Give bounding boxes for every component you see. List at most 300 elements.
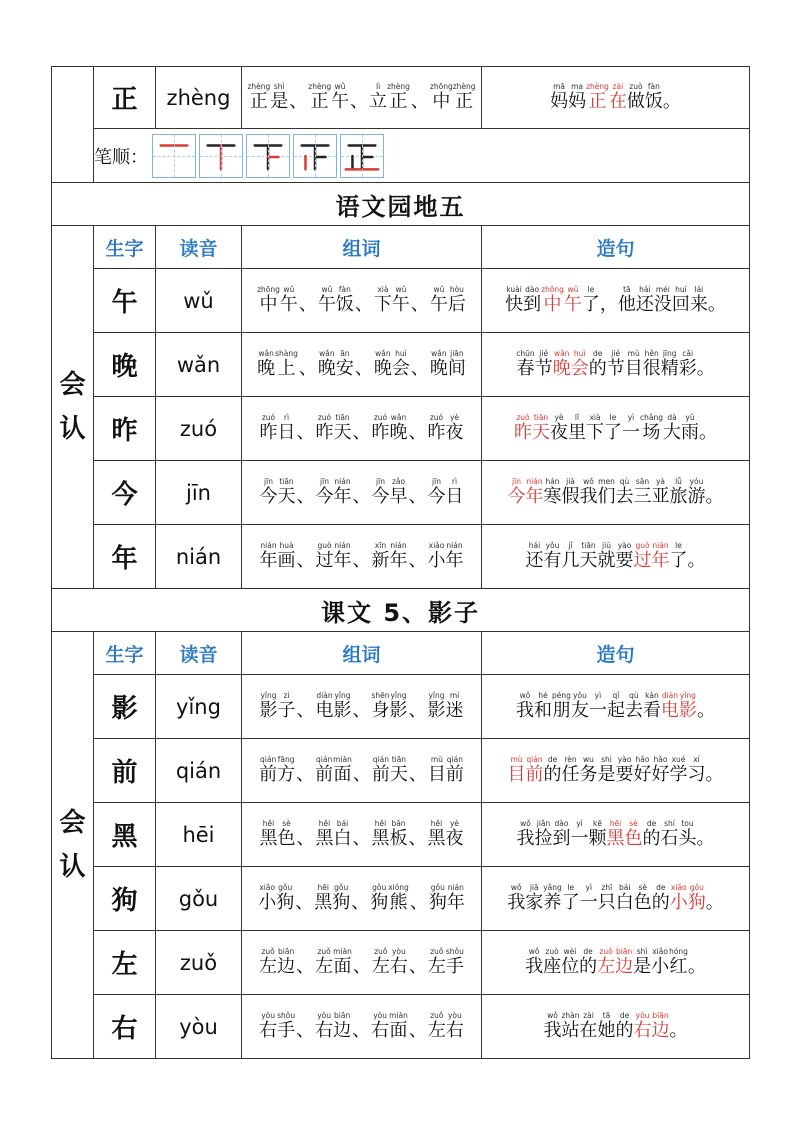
word-item xyxy=(371,692,407,722)
stroke-step-glyph xyxy=(294,135,336,177)
word-item xyxy=(315,948,352,978)
pinyin-annotation: nián xyxy=(651,540,670,550)
pinyin-annotation: hēi xyxy=(606,818,625,828)
pinyin-annotation: men xyxy=(597,476,616,486)
word-item xyxy=(374,286,410,316)
word-item xyxy=(369,83,410,113)
pinyin-annotation: yòu xyxy=(259,1010,278,1020)
pinyin-annotation: gǒu xyxy=(370,882,389,892)
pinyin-annotation: diàn xyxy=(660,690,679,700)
pinyin-annotation: qián xyxy=(371,754,390,764)
pinyin-annotation: mā xyxy=(550,81,569,91)
pinyin-annotation: qián xyxy=(259,754,278,764)
character-cell: 影 xyxy=(94,675,156,739)
pinyin-annotation: zuǒ xyxy=(427,1010,446,1020)
word-separator: 、 xyxy=(352,1019,371,1041)
header-row xyxy=(52,632,750,675)
example-sentence xyxy=(482,478,749,508)
pinyin-annotation: yǔ xyxy=(681,412,699,422)
pinyin-annotation: kuài xyxy=(505,284,524,294)
hanzi-with-pinyin: 小xiǎo xyxy=(258,882,277,913)
hanzi-with-pinyin: 我wǒ xyxy=(525,946,544,977)
pinyin-annotation: zhàn xyxy=(561,1010,580,1020)
hanzi-with-pinyin: 做zuò xyxy=(626,81,645,112)
pinyin-annotation: tiān xyxy=(333,412,352,422)
pinyin-annotation: gǒu xyxy=(276,882,295,892)
pinyin-annotation: le xyxy=(581,284,600,294)
pinyin-annotation: huà xyxy=(277,540,296,550)
hanzi-with-pinyin: 左zuǒ xyxy=(371,946,390,977)
section-title-row xyxy=(52,589,750,632)
hanzi-with-pinyin: 头tou xyxy=(678,818,697,849)
pinyin-annotation: lái xyxy=(689,284,708,294)
pinyin-annotation: shì xyxy=(597,754,616,764)
word-item xyxy=(428,756,464,786)
pinyin-annotation: shì xyxy=(633,946,652,956)
word-item xyxy=(430,286,466,316)
pinyin-annotation: qián xyxy=(445,754,464,764)
word-separator: 、 xyxy=(408,699,427,721)
pinyin-annotation: shǒu xyxy=(445,946,464,956)
hanzi-with-pinyin: 昨zuó xyxy=(259,412,278,443)
pinyin-annotation: yǐng xyxy=(389,690,408,700)
pinyin-annotation: nián xyxy=(445,540,464,550)
pinyin-cell: nián xyxy=(156,525,242,589)
pinyin-annotation: dào xyxy=(552,818,571,828)
hanzi-with-pinyin: 电diàn xyxy=(315,690,334,721)
word-separator: 、 xyxy=(296,827,315,849)
words-cell xyxy=(242,461,482,525)
punctuation: ， xyxy=(599,293,618,315)
stroke-step-glyph xyxy=(247,135,289,177)
hanzi-with-pinyin: 妈mā xyxy=(550,81,569,112)
sentence-cell xyxy=(482,867,750,931)
pinyin-annotation: shēn xyxy=(371,690,390,700)
hanzi-with-pinyin: 我wǒ xyxy=(516,690,535,721)
hanzi-with-pinyin: 午wǔ xyxy=(391,284,410,315)
hanzi-with-pinyin: 左zuǒ xyxy=(259,946,278,977)
pinyin-annotation: kē xyxy=(588,818,607,828)
hanzi-with-pinyin: 黑hēi xyxy=(371,818,390,849)
hanzi-with-pinyin: 今jīn xyxy=(427,476,446,507)
hanzi-with-pinyin: 天tiān xyxy=(579,540,598,571)
pinyin-annotation: xià xyxy=(373,284,392,294)
character-row xyxy=(52,67,750,129)
word-separator: 、 xyxy=(352,421,371,443)
hanzi-with-pinyin: 年nián xyxy=(446,882,465,913)
character-row xyxy=(52,525,750,589)
hanzi-with-pinyin: 没méi xyxy=(653,284,672,315)
word-list xyxy=(242,820,481,850)
hanzi-with-pinyin: 旅lǚ xyxy=(669,476,688,507)
word-separator: 、 xyxy=(295,891,314,913)
word-item xyxy=(314,884,350,914)
pinyin-annotation: fàn xyxy=(644,81,663,91)
pinyin-annotation: zuó xyxy=(371,412,390,422)
highlighted-word: 中zhōng xyxy=(541,284,564,315)
hanzi-with-pinyin: 目mù xyxy=(427,754,446,785)
character-row xyxy=(52,675,750,739)
pinyin-annotation: hǎo xyxy=(633,754,652,764)
pinyin-annotation: xiǎo xyxy=(427,540,446,550)
header-char: 生字 xyxy=(94,226,156,269)
hanzi-with-pinyin: 位wèi xyxy=(561,946,580,977)
hanzi-with-pinyin: 饭fàn xyxy=(644,81,663,112)
pinyin-annotation: zhōng xyxy=(541,284,564,294)
word-list xyxy=(242,414,481,444)
hanzi-with-pinyin: 日rì xyxy=(277,412,296,443)
word-separator: 、 xyxy=(352,763,371,785)
hanzi-with-pinyin: 手shǒu xyxy=(277,1010,296,1041)
pinyin-annotation: zǎo xyxy=(389,476,408,486)
hanzi-with-pinyin: 春chūn xyxy=(516,348,535,379)
word-separator: 、 xyxy=(298,293,317,315)
word-item xyxy=(428,414,464,444)
word-item xyxy=(308,83,349,113)
character-cell: 昨 xyxy=(94,397,156,461)
pinyin-annotation: jié xyxy=(606,348,625,358)
pinyin-cell: wǔ xyxy=(156,269,242,333)
word-list xyxy=(242,692,481,722)
stroke-label: 笔顺： xyxy=(94,146,148,168)
section-title-row xyxy=(52,183,750,226)
hanzi-with-pinyin: 面miàn xyxy=(389,1010,408,1041)
pinyin-annotation: jīn xyxy=(427,476,446,486)
hanzi-with-pinyin: 寒hán xyxy=(543,476,562,507)
pinyin-annotation: wǔ xyxy=(317,284,336,294)
hanzi-with-pinyin: 今jīn xyxy=(315,476,334,507)
hanzi-with-pinyin: 夜yè xyxy=(550,412,568,443)
pinyin-annotation: yè xyxy=(445,818,464,828)
pinyin-annotation: yì xyxy=(570,818,589,828)
pinyin-annotation: wǎn xyxy=(317,348,336,358)
word-item xyxy=(428,948,464,978)
hanzi-with-pinyin: 中zhōng xyxy=(257,284,280,315)
example-sentence xyxy=(482,414,749,444)
highlighted-word: 会huì xyxy=(570,348,589,379)
highlighted-word: 边biān xyxy=(651,1010,670,1041)
hanzi-with-pinyin: 快kuài xyxy=(505,284,524,315)
hanzi-with-pinyin: 左zuǒ xyxy=(427,946,446,977)
punctuation: 。 xyxy=(705,485,724,507)
pinyin-annotation: biān xyxy=(615,946,634,956)
hanzi-with-pinyin: 间jiān xyxy=(447,348,466,379)
pinyin-annotation: péng xyxy=(552,690,571,700)
pinyin-annotation: nián xyxy=(259,540,278,550)
header-pinyin: 读音 xyxy=(156,632,242,675)
pinyin-cell: zuó xyxy=(156,397,242,461)
pinyin-annotation: yǎng xyxy=(543,882,562,892)
hanzi-with-pinyin: 游yóu xyxy=(687,476,706,507)
pinyin-annotation: guò xyxy=(633,540,652,550)
hanzi-with-pinyin: 右yòu xyxy=(259,1010,278,1041)
word-separator: 、 xyxy=(296,763,315,785)
hanzi-with-pinyin: 的de xyxy=(651,882,670,913)
hanzi-with-pinyin: 一yì xyxy=(570,818,589,849)
pinyin-annotation: xiǎo xyxy=(669,882,688,892)
hanzi-with-pinyin: 彩cǎi xyxy=(678,348,697,379)
hanzi-with-pinyin: 的de xyxy=(579,946,598,977)
hanzi-with-pinyin: 晚wǎn xyxy=(429,348,448,379)
hanzi-with-pinyin: 白bái xyxy=(333,818,352,849)
character-cell: 正 xyxy=(94,67,156,129)
stroke-step-grid xyxy=(152,134,196,178)
hanzi-with-pinyin: 新xīn xyxy=(371,540,390,571)
hanzi-with-pinyin: 站zhàn xyxy=(561,1010,580,1041)
word-item xyxy=(257,350,298,380)
pinyin-annotation: wǎn xyxy=(257,348,276,358)
word-item xyxy=(372,820,408,850)
pinyin-annotation: biān xyxy=(277,946,296,956)
pinyin-annotation: zhèng xyxy=(452,81,476,91)
hanzi-with-pinyin: 前qián xyxy=(445,754,464,785)
pinyin-annotation: hé xyxy=(534,690,553,700)
hanzi-with-pinyin: 右yòu xyxy=(315,1010,334,1041)
hanzi-with-pinyin: 上shàng xyxy=(275,348,298,379)
side-label-char: 认 xyxy=(59,852,86,882)
word-separator: 、 xyxy=(354,293,373,315)
hanzi-with-pinyin: 一yì xyxy=(588,690,607,721)
punctuation: 。 xyxy=(662,90,681,112)
hanzi-with-pinyin: 小xiǎo xyxy=(427,540,446,571)
hanzi-with-pinyin: 好hǎo xyxy=(651,754,670,785)
pinyin-cell: zuǒ xyxy=(156,931,242,995)
pinyin-annotation: tiān xyxy=(277,476,296,486)
hanzi-with-pinyin: 子zi xyxy=(277,690,296,721)
word-separator: 、 xyxy=(408,955,427,977)
hanzi-with-pinyin: 白bái xyxy=(615,882,634,913)
pinyin-annotation: rì xyxy=(277,412,296,422)
word-list xyxy=(242,948,481,978)
word-separator: 、 xyxy=(409,891,428,913)
stroke-step-grid xyxy=(340,134,384,178)
pinyin-annotation: guò xyxy=(315,540,334,550)
hanzi-with-pinyin: 去qù xyxy=(624,690,643,721)
pinyin-annotation: yì xyxy=(622,412,640,422)
punctuation: 。 xyxy=(699,421,717,443)
example-sentence xyxy=(482,286,749,316)
hanzi-with-pinyin: 昨zuó xyxy=(315,412,334,443)
hanzi-with-pinyin: 天tiān xyxy=(333,412,352,443)
word-separator: 、 xyxy=(296,955,315,977)
word-separator: 、 xyxy=(298,357,317,379)
hanzi-with-pinyin: 夜yè xyxy=(445,412,464,443)
hanzi-with-pinyin: 们men xyxy=(597,476,616,507)
side-label-cell xyxy=(52,632,94,1059)
hanzi-with-pinyin: 是shì xyxy=(597,754,616,785)
pinyin-annotation: huí xyxy=(671,284,690,294)
hanzi-with-pinyin: 午wǔ xyxy=(331,81,350,112)
hanzi-with-pinyin: 昨zuó xyxy=(371,412,390,443)
hanzi-with-pinyin: 午wǔ xyxy=(429,284,448,315)
hanzi-with-pinyin: 朋péng xyxy=(552,690,571,721)
pinyin-annotation: hóng xyxy=(669,946,688,956)
hanzi-with-pinyin: 回huí xyxy=(671,284,690,315)
hanzi-with-pinyin: 色sè xyxy=(633,882,652,913)
hanzi-with-pinyin: 还hái xyxy=(525,540,544,571)
pinyin-annotation: jīn xyxy=(315,476,334,486)
pinyin-annotation: yǒu xyxy=(543,540,562,550)
hanzi-with-pinyin: 年nián xyxy=(333,540,352,571)
pinyin-annotation: miàn xyxy=(389,1010,408,1020)
pinyin-annotation: yòu xyxy=(315,1010,334,1020)
character-row xyxy=(52,269,750,333)
word-item xyxy=(315,1012,351,1042)
pinyin-annotation: jiù xyxy=(597,540,616,550)
word-list xyxy=(242,884,481,914)
highlighted-word: 电diàn xyxy=(660,690,679,721)
hanzi-with-pinyin: 年nián xyxy=(389,540,408,571)
pinyin-annotation: nián xyxy=(333,540,352,550)
pinyin-annotation: jié xyxy=(534,348,553,358)
word-item xyxy=(372,756,408,786)
word-item xyxy=(372,948,408,978)
hanzi-with-pinyin: 画huà xyxy=(277,540,296,571)
hanzi-with-pinyin: 正zhèng xyxy=(387,81,410,112)
punctuation: 。 xyxy=(669,1019,688,1041)
word-separator: 、 xyxy=(296,699,315,721)
highlighted-word: 过guò xyxy=(633,540,652,571)
character-cell: 右 xyxy=(94,995,156,1059)
header-words: 组词 xyxy=(242,226,482,269)
character-cell: 左 xyxy=(94,931,156,995)
hanzi-with-pinyin: 黑hēi xyxy=(427,818,446,849)
hanzi-with-pinyin: 影yǐng xyxy=(427,690,446,721)
hanzi-with-pinyin: 我wǒ xyxy=(516,818,535,849)
stroke-step-glyph xyxy=(200,135,242,177)
pinyin-annotation: huì xyxy=(570,348,589,358)
pinyin-annotation: zuǒ xyxy=(597,946,616,956)
pinyin-annotation: wǒ xyxy=(507,882,526,892)
hanzi-with-pinyin: 边biān xyxy=(333,1010,352,1041)
hanzi-with-pinyin: 她tā xyxy=(597,1010,616,1041)
pinyin-annotation: jīn xyxy=(259,476,278,486)
word-item xyxy=(315,692,351,722)
word-separator: 、 xyxy=(296,421,315,443)
pinyin-annotation: lǚ xyxy=(669,476,688,486)
pinyin-annotation: shì xyxy=(270,81,289,91)
highlighted-word: 小xiǎo xyxy=(669,882,688,913)
hanzi-with-pinyin: 左zuǒ xyxy=(315,946,334,977)
pinyin-annotation: wǒ xyxy=(516,818,535,828)
pinyin-annotation: fāng xyxy=(277,754,296,764)
highlighted-word: 右yòu xyxy=(633,1010,652,1041)
character-cell: 午 xyxy=(94,269,156,333)
pinyin-annotation: méi xyxy=(653,284,672,294)
pinyin-annotation: zuò xyxy=(543,946,562,956)
words-cell xyxy=(242,931,482,995)
pinyin-annotation: wu xyxy=(579,754,598,764)
hanzi-with-pinyin: 黑hēi xyxy=(315,818,334,849)
hanzi-with-pinyin: 影yǐng xyxy=(389,690,408,721)
example-sentence xyxy=(482,83,749,113)
word-item xyxy=(316,542,352,572)
highlighted-word: 目mù xyxy=(507,754,526,785)
pinyin-annotation: mù xyxy=(427,754,446,764)
hanzi-with-pinyin: 他tā xyxy=(617,284,636,315)
sentence-cell xyxy=(482,803,750,867)
punctuation: 。 xyxy=(696,357,715,379)
hanzi-with-pinyin: 面miàn xyxy=(333,946,352,977)
pinyin-annotation: qián xyxy=(315,754,334,764)
pinyin-annotation: zhèng xyxy=(387,81,410,91)
stroke-step-grid xyxy=(199,134,243,178)
hanzi-with-pinyin: 亚yà xyxy=(651,476,670,507)
side-label-char: 会 xyxy=(59,808,86,838)
hanzi-with-pinyin: 我wǒ xyxy=(543,1010,562,1041)
words-cell xyxy=(242,675,482,739)
vocab-table xyxy=(51,66,750,1059)
pinyin-annotation: zuǒ xyxy=(315,946,334,956)
pinyin-annotation: jiǎn xyxy=(534,818,553,828)
pinyin-annotation: wǎn xyxy=(389,412,408,422)
pinyin-annotation: rì xyxy=(445,476,464,486)
character-row xyxy=(52,461,750,525)
pinyin-annotation: sè xyxy=(633,882,652,892)
character-cell: 前 xyxy=(94,739,156,803)
hanzi-with-pinyin: 晚wǎn xyxy=(389,412,408,443)
hanzi-with-pinyin: 立lì xyxy=(369,81,388,112)
hanzi-with-pinyin: 右yòu xyxy=(445,1010,464,1041)
word-list xyxy=(242,1012,481,1042)
hanzi-with-pinyin: 左zuǒ xyxy=(427,1010,446,1041)
pinyin-annotation: fàn xyxy=(335,284,354,294)
character-row xyxy=(52,867,750,931)
words-cell xyxy=(242,867,482,931)
hanzi-with-pinyin: 过guò xyxy=(315,540,334,571)
hanzi-with-pinyin: 雨yǔ xyxy=(681,412,699,443)
pinyin-annotation: yì xyxy=(579,882,598,892)
pinyin-cell: yòu xyxy=(156,995,242,1059)
hanzi-with-pinyin: 会huì xyxy=(391,348,410,379)
word-item xyxy=(258,884,294,914)
pinyin-cell: hēi xyxy=(156,803,242,867)
example-sentence xyxy=(482,756,749,786)
pinyin-annotation: zhèng xyxy=(247,81,271,91)
hanzi-with-pinyin: 右yòu xyxy=(389,946,408,977)
punctuation: 。 xyxy=(687,955,706,977)
hanzi-with-pinyin: 好hǎo xyxy=(633,754,652,785)
pinyin-annotation: zuó xyxy=(259,412,278,422)
pinyin-annotation: wǒ xyxy=(579,476,598,486)
side-label-char: 会 xyxy=(59,370,86,400)
pinyin-annotation: mù xyxy=(507,754,526,764)
character-cell: 黑 xyxy=(94,803,156,867)
hanzi-with-pinyin: 黑hēi xyxy=(259,818,278,849)
pinyin-annotation: wǔ xyxy=(279,284,298,294)
pinyin-annotation: tā xyxy=(617,284,636,294)
character-row xyxy=(52,397,750,461)
word-separator: 、 xyxy=(296,1019,315,1041)
hanzi-with-pinyin: 昨zuó xyxy=(427,412,446,443)
pinyin-annotation: zuó xyxy=(427,412,446,422)
sentence-cell xyxy=(482,525,750,589)
hanzi-with-pinyin: 一yì xyxy=(579,882,598,913)
example-sentence xyxy=(482,884,749,914)
hanzi-with-pinyin: 要yào xyxy=(615,754,634,785)
pinyin-annotation: qù xyxy=(624,690,643,700)
highlighted-word: 晚wǎn xyxy=(552,348,571,379)
pinyin-annotation: xià xyxy=(586,412,604,422)
highlighted-word: 黑hēi xyxy=(606,818,625,849)
highlighted-word: 在zài xyxy=(608,81,627,112)
pinyin-annotation: jīn xyxy=(507,476,526,486)
hanzi-with-pinyin: 养yǎng xyxy=(543,882,562,913)
pinyin-annotation: jiā xyxy=(525,882,544,892)
words-cell xyxy=(242,739,482,803)
pinyin-annotation: xué xyxy=(669,754,688,764)
word-item xyxy=(259,1012,295,1042)
